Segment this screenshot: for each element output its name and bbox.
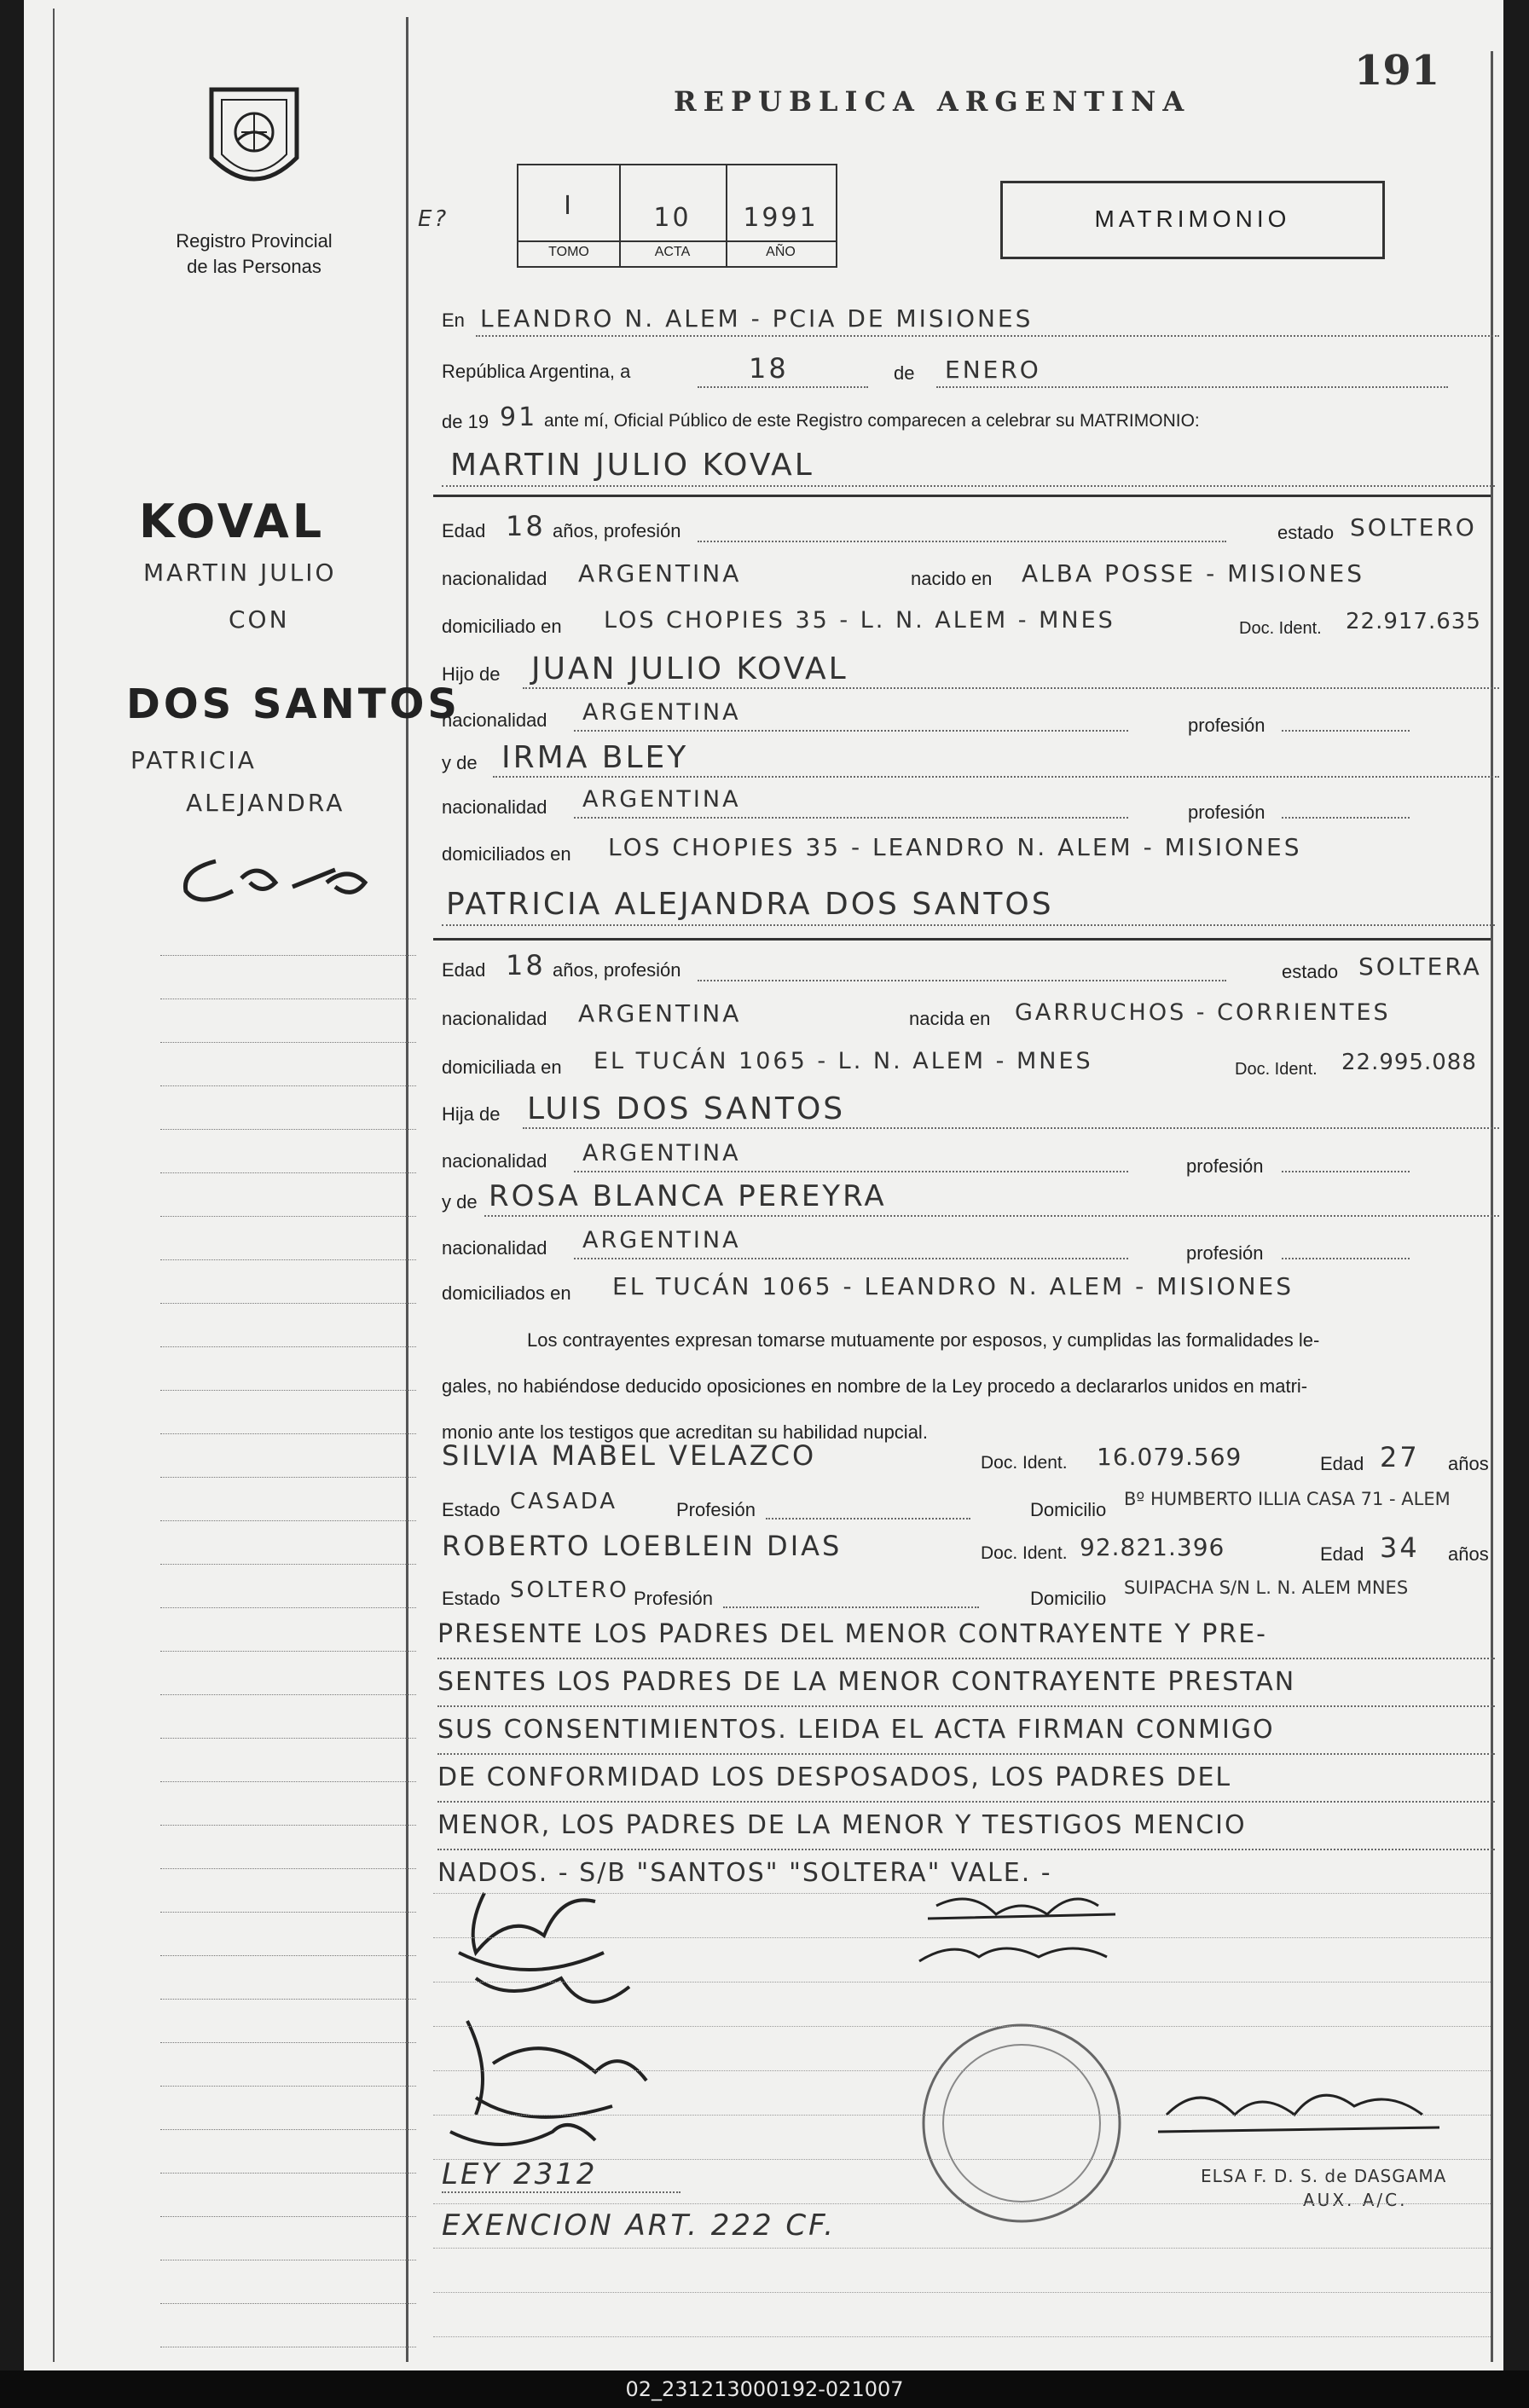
margin-ruling-line [160, 1390, 416, 1391]
margin-ruling-line [160, 1912, 416, 1913]
margin-ruling-line [160, 1216, 416, 1217]
date-row: República Argentina, a 18 de ENERO [442, 352, 1508, 388]
ruling-line [433, 2336, 1491, 2337]
margin-ruling-line [160, 2129, 416, 2130]
margin-bride-name1: PATRICIA [130, 746, 257, 774]
day-value: 18 [749, 352, 789, 385]
groom-name-row [442, 448, 1508, 483]
provincial-seal [203, 81, 305, 200]
groom-mother-nac-row: nacionalidad ARGENTINA profesión [442, 784, 1508, 820]
margin-bride-name2: ALEJANDRA [186, 789, 345, 817]
margin-ruling-line [160, 1955, 416, 1956]
groom-mother-row: y de IRMA BLEY [442, 740, 1508, 776]
ruling-line [433, 2026, 1491, 2027]
witness-2-detail-row: Estado SOLTERO Profesión Domicilio SUIPACHA S/N L. N. ALEM MNES [442, 1577, 1409, 1609]
margin-ruling-line [160, 1303, 416, 1304]
ano-label: AÑO [726, 240, 836, 260]
ruling-line [433, 2248, 1491, 2249]
acta-value: 10 [653, 203, 692, 233]
signature-witness [902, 1880, 1158, 1974]
ruling-line [433, 2292, 1491, 2293]
margin-ruling-line [160, 2303, 416, 2304]
margin-ruling-line [160, 1085, 416, 1086]
bride-nac-row: nacionalidad ARGENTINA nacida en GARRUCHOS - CORRIENTES [442, 999, 1391, 1029]
ruling-line [433, 1937, 1491, 1938]
bride-edad-row: Edad 18 años, profesión estado SOLTERA [442, 949, 1482, 982]
record-box [517, 164, 837, 268]
margin-ruling-line [160, 2173, 416, 2174]
bride-mother-nac-row: nacionalidad ARGENTINA profesión [442, 1225, 1508, 1261]
margin-flourish [165, 844, 386, 912]
left-border [53, 9, 55, 2362]
scan-caption: 02_231213000192-021007 [625, 2377, 904, 2401]
ep-mark: E? [418, 206, 449, 232]
bride-father-nac-row: nacionalidad ARGENTINA profesión [442, 1138, 1508, 1174]
acta-label: ACTA [619, 240, 726, 260]
margin-ruling-line [160, 1520, 416, 1521]
margin-groom-names: MARTIN JULIO [143, 559, 337, 587]
matrimonio-box [1000, 181, 1385, 259]
ruling-line [433, 2070, 1491, 2071]
bride-full-name: PATRICIA ALEJANDRA DOS SANTOS [446, 887, 1054, 922]
witness-1-row: SILVIA MABEL VELAZCO Doc. Ident. 16.079.569 Edad 27 años [442, 1439, 1489, 1474]
place-value: LEANDRO N. ALEM - PCIA DE MISIONES [480, 304, 1034, 333]
margin-con: CON [229, 605, 290, 634]
margin-ruling-line [160, 1781, 416, 1782]
notes-block: PRESENTE LOS PADRES DEL MENOR CONTRAYENTE Y PRE- SENTES LOS PADRES DE LA MENOR CONTRAYENTE PRESTAN SUS CONSENTIMIENTOS. LEIDA EL ACTA FIRMAN CONMIGO DE CONFORMIDAD LOS DESPOSADOS, LOS PADRES DEL MENOR, LOS PADRES DE LA MENOR Y TESTIGOS MENCIO NADOS. - S/B "SANTOS" "SOLTERA" VALE. - [437, 1612, 1495, 1896]
ley-note: LEY 2312 [442, 2157, 681, 2193]
tomo-value: I [564, 191, 574, 221]
registry-stamp [911, 2012, 1132, 2234]
bride-father-row: Hija de LUIS DOS SANTOS [442, 1090, 1508, 1126]
ruling-line [433, 1982, 1491, 1983]
groom-dom-row: domiciliado en LOS CHOPIES 35 - L. N. ALEM - MNES Doc. Ident. 22.917.635 [442, 607, 1481, 638]
margin-ruling-line [160, 1433, 416, 1434]
margin-ruling-line [160, 1694, 416, 1695]
year-value: 91 [500, 402, 538, 432]
margin-ruling-line [160, 1172, 416, 1173]
document-page [24, 0, 1503, 2370]
place-row: En LEANDRO N. ALEM - PCIA DE MISIONES [442, 303, 1508, 339]
page-number: 191 [1354, 47, 1440, 95]
witness-2-row: ROBERTO LOEBLEIN DIAS Doc. Ident. 92.821.396 Edad 34 años [442, 1530, 1489, 1565]
signatures-left [425, 1876, 749, 2166]
groom-nac-row: nacionalidad ARGENTINA nacido en ALBA POSSE - MISIONES [442, 559, 1364, 589]
month-value: ENERO [945, 356, 1041, 384]
margin-ruling-line [160, 1477, 416, 1478]
year-row: de 19 91 ante mí, Oficial Público de este Registro comparecen a celebrar su MATRIMONIO: [442, 402, 1200, 432]
margin-ruling-line [160, 1651, 416, 1652]
bride-name-row [442, 887, 1508, 923]
doc-type: MATRIMONIO [1094, 205, 1291, 232]
margin-ruling-line [160, 1738, 416, 1739]
witness-1-detail-row: Estado CASADA Profesión Domicilio Bº HUMBERTO ILLIA CASA 71 - ALEM [442, 1489, 1451, 1520]
margin-ruling-line [160, 1346, 416, 1347]
officer-title: AUX. A/C. [1303, 2190, 1408, 2210]
bride-mother-row: y de ROSA BLANCA PEREYRA [442, 1179, 1508, 1215]
margin-ruling-line [160, 1999, 416, 2000]
groom-edad-row: Edad 18 años, profesión estado SOLTERO [442, 510, 1477, 543]
ruling-line [433, 2115, 1491, 2116]
ruling-line [433, 2203, 1491, 2204]
margin-ruling-line [160, 955, 416, 956]
ano-value: 1991 [743, 203, 819, 233]
groom-parents-dom-row: domiciliados en LOS CHOPIES 35 - LEANDRO N. ALEM - MISIONES [442, 833, 1302, 865]
tomo-label: TOMO [518, 240, 619, 260]
margin-ruling-line [160, 1259, 416, 1260]
margin-ruling-line [160, 1564, 416, 1565]
declaration-text: Los contrayentes expresan tomarse mutuamente por esposos, y cumplidas las formalidades le- gales, no habiéndose deducido oposiciones en nombre de la Ley procedo a declararlos unidos en matri- monio ante los testigos que acreditan su habilidad nupcial. [442, 1329, 1320, 1443]
country-title: REPUBLICA ARGENTINA [674, 85, 1191, 118]
groom-father-nac-row: nacionalidad ARGENTINA profesión [442, 698, 1508, 733]
ruling-line [433, 2159, 1491, 2160]
bride-parents-dom-row: domiciliados en EL TUCÁN 1065 - LEANDRO N. ALEM - MISIONES [442, 1272, 1294, 1304]
groom-father-row: Hijo de JUAN JULIO KOVAL [442, 650, 1508, 686]
officer-name: ELSA F. D. S. de DASGAMA [1201, 2166, 1447, 2186]
margin-divider [406, 17, 408, 2362]
margin-bride-surname: DOS SANTOS [126, 680, 460, 728]
exencion-note: EXENCION ART. 222 CF. [442, 2208, 837, 2243]
margin-ruling-line [160, 1129, 416, 1130]
bride-divider [433, 938, 1491, 941]
margin-ruling-line [160, 1042, 416, 1043]
groom-divider [433, 495, 1491, 497]
margin-ruling-line [160, 2042, 416, 2043]
margin-ruling-line [160, 1607, 416, 1608]
margin-ruling-line [160, 1868, 416, 1869]
margin-ruling-line [160, 2216, 416, 2217]
groom-full-name: MARTIN JULIO KOVAL [450, 448, 814, 483]
margin-ruling-line [160, 1825, 416, 1826]
margin-ruling-line [160, 2086, 416, 2087]
margin-groom-surname: KOVAL [139, 495, 326, 548]
ruling-line [433, 1893, 1491, 1894]
registry-title: Registro Provincial de las Personas [176, 230, 333, 277]
bride-dom-row: domiciliada en EL TUCÁN 1065 - L. N. ALEM - MNES Doc. Ident. 22.995.088 [442, 1048, 1477, 1079]
